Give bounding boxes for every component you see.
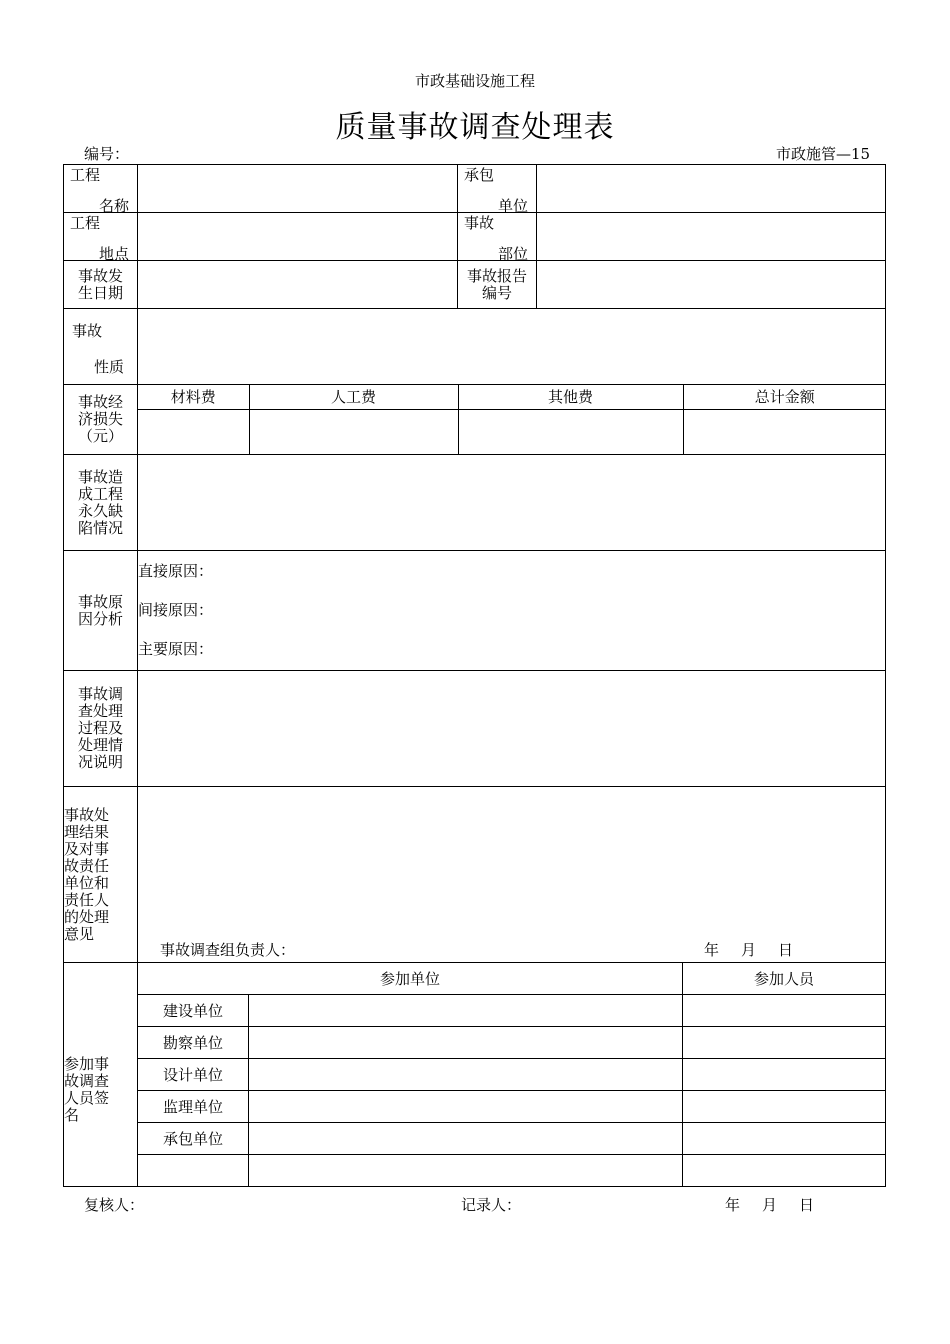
direct-cause-label: 直接原因： <box>138 562 214 580</box>
loss-material-field[interactable] <box>138 409 249 454</box>
project-site-field[interactable] <box>138 213 458 261</box>
participant-construction-people[interactable] <box>683 995 886 1027</box>
participant-survey-people[interactable] <box>683 1027 886 1059</box>
participant-unit-construction: 建设单位 <box>138 995 249 1027</box>
form-subtitle: 市政基础设施工程 <box>414 72 535 90</box>
causes-label-text: 事故原因分析 <box>77 592 123 628</box>
defects-label <box>64 455 138 551</box>
defects-label-text: 事故造成工程永久缺陷情况 <box>77 467 123 537</box>
process-field[interactable] <box>138 671 886 787</box>
process-label <box>64 671 138 787</box>
process-label-text: 事故调查处理过程及处理情况说明 <box>77 685 123 771</box>
nature-label <box>64 309 138 385</box>
participant-contractor-people[interactable] <box>683 1123 886 1155</box>
result-month: 月 <box>741 940 757 959</box>
participant-contractor-field[interactable] <box>249 1123 683 1155</box>
form-code: 市政施管—15 <box>776 145 871 163</box>
result-label <box>64 787 138 963</box>
accident-date-field[interactable] <box>138 261 458 309</box>
accident-part-label-b: 部位 <box>497 244 528 263</box>
loss-labor-field[interactable] <box>249 409 458 454</box>
participant-survey-field[interactable] <box>249 1027 683 1059</box>
loss-subtable <box>138 385 886 454</box>
loss-total-field[interactable] <box>683 409 886 454</box>
project-site-label <box>64 213 138 261</box>
result-date <box>704 939 793 960</box>
serial-number-label: 编号： <box>84 145 130 163</box>
causes-label <box>64 551 138 671</box>
participant-extra-field[interactable] <box>249 1155 683 1187</box>
result-label-text: 事故处理结果及对事故责任单位和责任人的处理意见 <box>64 805 110 943</box>
participants-label-text: 参加事故调查人员签名 <box>64 1054 110 1124</box>
project-name-field[interactable] <box>138 165 458 213</box>
nature-field[interactable] <box>138 309 886 385</box>
contractor-label <box>458 165 537 213</box>
project-site-label-a: 工程 <box>70 213 101 232</box>
accident-date-label <box>64 261 138 309</box>
form-title: 质量事故调查处理表 <box>335 110 615 145</box>
report-no-label <box>458 261 537 309</box>
participant-supervision-people[interactable] <box>683 1091 886 1123</box>
indirect-cause-label: 间接原因： <box>138 601 214 619</box>
defects-field[interactable] <box>138 455 886 551</box>
loss-header-labor: 人工费 <box>249 385 458 409</box>
accident-date-label-text: 事故发生日期 <box>77 266 123 302</box>
loss-label-text: 事故经济损失（元） <box>77 393 123 445</box>
accident-part-label <box>458 213 537 261</box>
contractor-label-b: 单位 <box>497 196 528 215</box>
participant-unit-extra[interactable] <box>138 1155 249 1187</box>
result-day: 日 <box>778 940 794 959</box>
investigation-leader-label: 事故调查组负责人： <box>160 940 296 959</box>
participant-construction-field[interactable] <box>249 995 683 1027</box>
participant-supervision-field[interactable] <box>249 1091 683 1123</box>
nature-label-a: 事故 <box>72 321 103 340</box>
footer-day: 日 <box>799 1196 815 1214</box>
loss-label <box>64 385 138 455</box>
loss-header-other: 其他费 <box>458 385 683 409</box>
contractor-label-a: 承包 <box>464 165 495 184</box>
participant-unit-contractor: 承包单位 <box>138 1123 249 1155</box>
recorder-label: 记录人： <box>461 1196 522 1214</box>
participants-label <box>64 963 138 1187</box>
participant-unit-header: 参加单位 <box>138 963 683 995</box>
participant-people-header: 参加人员 <box>683 963 886 995</box>
loss-header-total: 总计金额 <box>683 385 886 409</box>
loss-grid <box>138 385 886 455</box>
project-name-label-a: 工程 <box>70 165 101 184</box>
contractor-field[interactable] <box>537 165 886 213</box>
result-field[interactable] <box>138 787 886 963</box>
project-name-label <box>64 165 138 213</box>
report-no-field[interactable] <box>537 261 886 309</box>
footer-month: 月 <box>762 1196 778 1214</box>
footer-year: 年 <box>725 1196 741 1214</box>
loss-other-field[interactable] <box>458 409 683 454</box>
accident-part-label-a: 事故 <box>464 213 495 232</box>
participant-design-field[interactable] <box>249 1059 683 1091</box>
participant-unit-design: 设计单位 <box>138 1059 249 1091</box>
footer-date <box>725 1194 814 1215</box>
project-name-label-b: 名称 <box>98 196 129 215</box>
participant-unit-survey: 勘察单位 <box>138 1027 249 1059</box>
report-no-label-text: 事故报告编号 <box>466 266 527 302</box>
accident-part-field[interactable] <box>537 213 886 261</box>
reviewer-label: 复核人： <box>84 1196 145 1214</box>
causes-field[interactable] <box>138 551 886 671</box>
result-year: 年 <box>704 940 720 959</box>
participant-design-people[interactable] <box>683 1059 886 1091</box>
loss-header-material: 材料费 <box>170 388 216 407</box>
main-cause-label: 主要原因： <box>138 640 214 658</box>
nature-label-b: 性质 <box>94 357 125 376</box>
accident-investigation-table <box>63 164 886 1187</box>
participant-extra-people[interactable] <box>683 1155 886 1187</box>
project-site-label-b: 地点 <box>98 244 129 263</box>
participant-unit-supervision: 监理单位 <box>138 1091 249 1123</box>
